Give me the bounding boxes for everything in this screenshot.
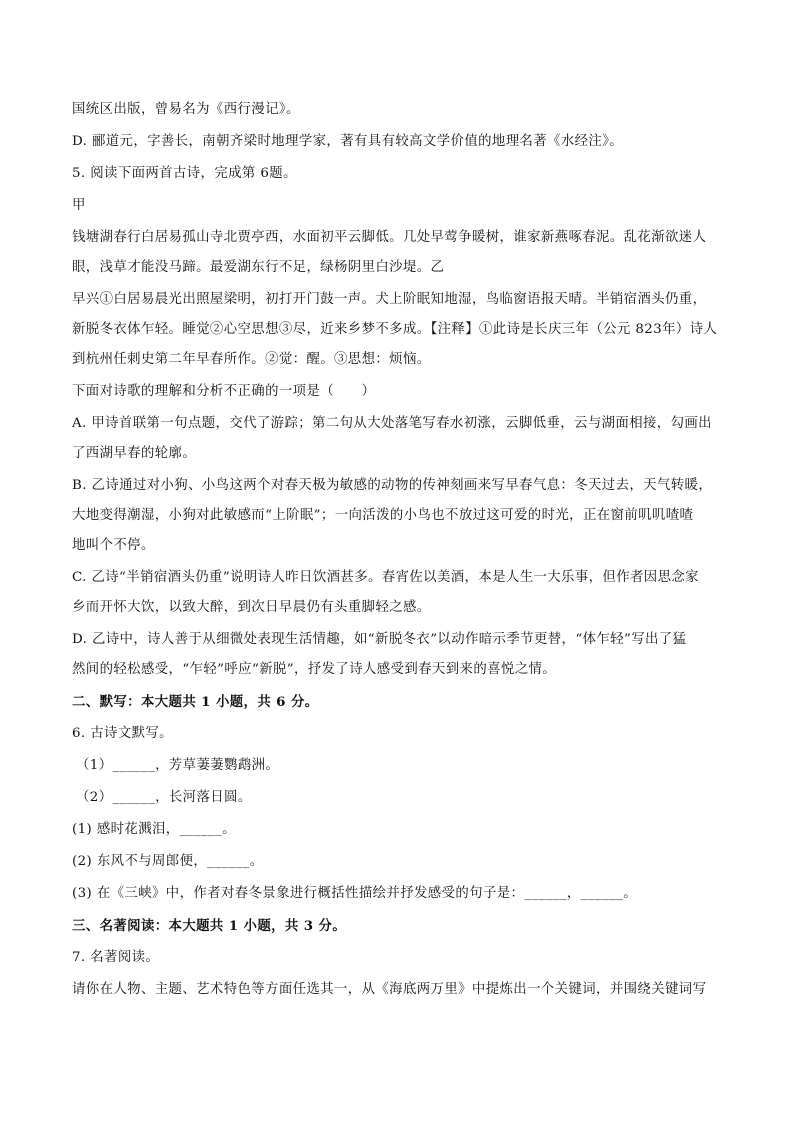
- option-d-line: D. 郦道元，字善长，南朝齐梁时地理学家，著有具有较高文学价值的地理名著《水经注》。: [72, 134, 624, 149]
- option-b-line: B. 乙诗通过对小狗、小鸟这两个对春天极为敏感的动物的传神刻画来写早春气息：冬天过去，天气转暖，: [72, 478, 713, 493]
- option-c-line: C. 乙诗“半销宿酒头仍重”说明诗人昨日饮酒甚多。春宵佐以美酒，本是人生一大乐事，但作者因思念家: [72, 570, 699, 585]
- option-d-line: 然间的轻松感受，“乍轻”呼应“新脱”，抒发了诗人感受到春天到来的喜悦之情。: [72, 662, 557, 677]
- question-7-text-line: 请你在人物、主题、艺术特色等方面任选其一，从《海底两万里》中提炼出一个关键词，并围绕关键词写: [72, 982, 707, 997]
- option-b-line: 地叫个不停。: [72, 538, 155, 553]
- poem-b-text-line: 早兴①白居易晨光出照屋梁明，初打开门鼓一声。犬上阶眠知地湿，鸟临窗语报天晴。半销宿酒头仍重，: [72, 292, 707, 307]
- text-line: 国统区出版，曾易名为《西行漫记》。: [72, 102, 300, 117]
- option-d-line: D. 乙诗中，诗人善于从细微处表现生活情趣，如“新脱冬衣”以动作暗示季节更替，“体乍轻”写出了猛: [72, 632, 687, 647]
- section-3-heading: 三、名著阅读：本大题共 1 小题，共 3 分。: [72, 918, 347, 934]
- question-7-heading: 7. 名著阅读。: [72, 950, 160, 965]
- section-2-heading: 二、默写：本大题共 1 小题，共 6 分。: [72, 694, 319, 710]
- question-6-heading: 6. 古诗文默写。: [72, 726, 173, 741]
- poem-b-notes-line: 到杭州任刺史第二年早春所作。②觉：醒。③思想：烦恼。: [72, 352, 431, 367]
- option-a-line: A. 甲诗首联第一句点题，交代了游踪；第二句从大处落笔写春水初涨，云脚低垂，云与湖面相接，勾画出: [72, 416, 712, 431]
- poem-a-text-line: 眼，浅草才能没马蹄。最爱湖东行不足，绿杨阴里白沙堤。乙: [72, 260, 445, 275]
- fill-blank-line: (3) 在《三峡》中，作者对春冬景象进行概括性描绘并抒发感受的句子是：______，______。: [72, 886, 638, 901]
- question-6-stem: 下面对诗歌的理解和分析不正确的一项是（ ）: [72, 384, 376, 399]
- fill-blank-line: (1) 感时花溅泪，______。: [72, 822, 236, 837]
- option-a-line: 了西湖早春的轮廓。: [72, 446, 197, 461]
- poem-a-marker: 甲: [72, 198, 86, 213]
- fill-blank-line: (2) 东风不与周郎便，______。: [72, 854, 264, 869]
- poem-a-text-line: 钱塘湖春行白居易孤山寺北贾亭西，水面初平云脚低。几处早莺争暖树，谁家新燕啄春泥。乱花渐欲迷人: [72, 230, 707, 245]
- poem-b-text-line: 新脱冬衣体乍轻。睡觉②心空思想③尽，近来乡梦不多成。【注释】①此诗是长庆三年（公元 823年）诗人: [72, 322, 718, 337]
- option-c-line: 乡而开怀大饮，以致大醉，到次日早晨仍有头重脚轻之感。: [72, 600, 431, 615]
- fill-blank-line: （2）______，长河落日圆。: [76, 790, 252, 805]
- fill-blank-line: （1）______，芳草萋萋鹦鹉洲。: [76, 758, 280, 773]
- option-b-line: 大地变得潮湿，小狗对此敏感而“上阶眠”；一向活泼的小鸟也不放过这可爱的时光，正在窗前叽叽喳喳: [72, 508, 694, 523]
- question-5-heading: 5. 阅读下面两首古诗，完成第 6题。: [72, 166, 297, 181]
